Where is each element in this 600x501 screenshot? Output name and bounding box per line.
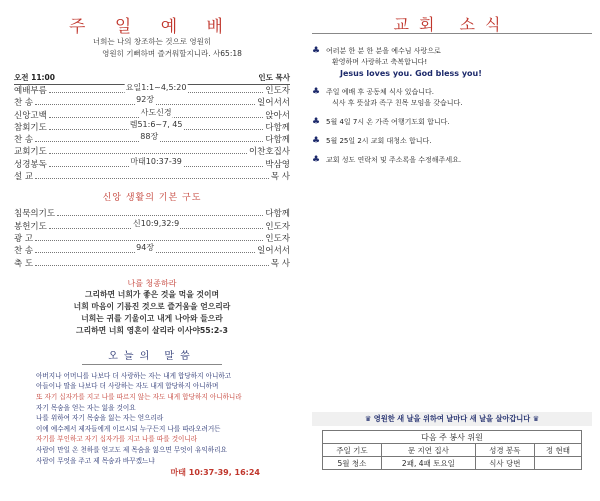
order-item-leader: 인도자	[265, 233, 290, 244]
news-line: 식사 후 뜻살과 족구 친목 모임을 갖습니다.	[332, 99, 463, 107]
duty-cell	[534, 457, 581, 470]
order-row	[14, 156, 290, 171]
dot-leader	[35, 234, 263, 241]
order-item-detail: 렘51:6~7, 45	[129, 119, 184, 131]
news-line: 5월 4일 7시 온 가족 여행기도회 합니다.	[326, 118, 450, 126]
order-item-name: 신앙고백	[14, 110, 47, 121]
order-item-name: 교회기도	[14, 147, 47, 158]
news-item	[312, 117, 592, 128]
order-item-name: 찬 송	[14, 246, 34, 257]
order-item-leader: 목 사	[270, 172, 290, 183]
news-item	[312, 136, 592, 147]
dot-leader	[35, 243, 255, 253]
news-line: 주일 예배 후 공동체 식사 있습니다.	[326, 88, 435, 96]
dot-leader	[49, 156, 264, 167]
todays-word-reference: 마태 10:37-39, 16:24	[170, 468, 260, 478]
top-verse-line-2: 영원히 기뻐하며 즐거워할지니라. 사65:18	[102, 49, 242, 58]
order-list-2	[14, 208, 290, 269]
order-item-name: 설 교	[14, 172, 34, 183]
order-item-name: 찬 송	[14, 135, 34, 146]
dot-leader	[35, 259, 269, 266]
word-line: 사람이 무엇을 주고 제 목숨과 바꾸겠느냐	[36, 456, 155, 465]
motto-banner: ♛ 영원한 새 날을 위하여 날마다 새 날을 살아갑니다 ♛	[312, 412, 592, 426]
clover-icon: ♣	[312, 155, 321, 165]
dot-leader	[49, 147, 247, 154]
word-line: 사람이 만일 온 천하를 얻고도 제 목숨을 잃으면 무엇이 유익하리요	[36, 446, 227, 455]
clover-icon: ♣	[312, 117, 321, 127]
todays-word-body	[14, 371, 290, 466]
word-line: 자기 목숨을 얻는 자는 잃을 것이요	[36, 403, 136, 412]
clover-icon: ♣	[312, 136, 321, 146]
dot-leader	[49, 119, 264, 130]
order-row	[14, 258, 290, 270]
order-item-leader: 인도자	[265, 86, 290, 96]
order-list-1	[14, 85, 290, 183]
worship-title: 주 일 예 배	[69, 17, 235, 37]
order-item-leader: 앉아서	[265, 110, 290, 121]
order-row	[14, 171, 290, 183]
word-line: 아버지나 어머니를 나보다 더 사랑하는 자는 내게 합당하지 아니하고	[36, 371, 232, 380]
duty-table	[322, 430, 582, 470]
news-item	[312, 87, 592, 109]
duty-cell: 성경 봉독	[475, 444, 534, 457]
order-item-leader: 목 사	[270, 258, 290, 269]
verse-heading: 나를 청종하라	[127, 278, 177, 288]
word-line: 아들이나 딸을 나보다 더 사랑하는 자도 내게 합당하지 아니하며	[36, 382, 219, 391]
order-item-name: 참회기도	[14, 122, 47, 133]
word-line: 또 자기 십자가를 지고 나를 따르지 않는 자도 내게 합당하지 아니하니라	[36, 393, 242, 402]
order-item-leader: 다함께	[265, 122, 290, 133]
verse-line: 너희는 귀를 기울이고 내게 나아와 들으라	[81, 313, 223, 323]
todays-word-title: 오늘의 말씀	[82, 347, 222, 365]
duty-cell: 문 지연 집사	[381, 444, 475, 457]
news-line: 5월 25일 2시 교회 대청소 합니다.	[326, 137, 432, 145]
worship-order-column	[14, 12, 290, 492]
order-item-name: 광 고	[14, 233, 34, 244]
service-time: 오전 11:00	[14, 73, 55, 82]
news-title: 교회 소식	[312, 12, 592, 34]
order-item-leader: 박삼영	[265, 159, 290, 170]
word-line: 자기를 부인하고 자기 십자가를 지고 나를 따를 것이니라	[36, 435, 198, 444]
dot-leader	[57, 209, 263, 216]
news-list	[312, 46, 592, 166]
duty-cell: 5월 청소	[323, 457, 382, 470]
order-item-leader: 다함께	[265, 209, 290, 220]
order-item-detail: 88장	[139, 131, 159, 143]
clover-icon: ♣	[312, 46, 321, 56]
order-item-name: 축 도	[14, 258, 34, 269]
church-news-column	[312, 12, 592, 492]
order-item-detail: 92장	[135, 94, 155, 106]
verse-line: 그리하면 너희 영혼이 살리라 이사야55:2-3	[76, 325, 228, 335]
duty-cell: 2패, 4패 토요일	[381, 457, 475, 470]
duty-cell: 정 현태	[534, 444, 581, 457]
order-item-detail: 94장	[135, 242, 155, 254]
news-line: 교회 성도 연락처 및 주소록을 수정해주세요.	[326, 156, 462, 164]
duty-caption: 다음 주 봉사 위원	[323, 431, 582, 444]
verse-block	[14, 289, 290, 337]
duty-cell: 식사 당번	[475, 457, 534, 470]
dot-leader	[35, 132, 263, 142]
order-item-name: 예배부름	[14, 86, 47, 96]
clover-icon: ♣	[312, 87, 321, 97]
order-item-name: 봉헌기도	[14, 221, 47, 232]
top-verse-line-1: 너희는 나의 창조하는 것으로 영원히	[92, 37, 212, 46]
word-line: 이에 예수께서 제자들에게 이르시되 누구든지 나를 따라오려거든	[36, 424, 221, 433]
dot-leader	[35, 95, 255, 105]
top-verse	[14, 36, 290, 60]
news-line: 환영하며 사랑하고 축복합니다!	[332, 58, 428, 66]
dot-leader	[49, 218, 264, 229]
leader-label: 인도 목사	[258, 73, 290, 82]
dot-leader	[49, 107, 264, 118]
order-item-leader: 이찬호집사	[248, 147, 290, 158]
sermon-title: 신앙 생활의 기본 구도	[102, 193, 202, 204]
news-line: 여러분 한 분 한 분을 예수님 사랑으로	[326, 47, 441, 55]
order-item-detail: 마태10:37-39	[129, 156, 183, 168]
order-item-detail: 사도신경	[140, 107, 173, 119]
news-item	[312, 155, 592, 166]
news-english-line: Jesus loves you. God bless you!	[340, 69, 482, 78]
order-item-name: 성경봉독	[14, 159, 47, 170]
order-item-name: 침묵의기도	[14, 209, 56, 220]
news-item	[312, 46, 592, 79]
dot-leader	[49, 83, 264, 93]
order-item-leader: 인도자	[265, 221, 290, 232]
verse-line: 너희 마음이 기름진 것으로 즐거움을 얻으리라	[73, 301, 231, 311]
dot-leader	[35, 172, 269, 179]
order-item-detail: 요일1:1~4,5:20	[125, 82, 188, 94]
order-item-leader: 일어서서	[257, 98, 290, 109]
word-line: 나를 위하여 자기 목숨을 잃는 자는 얻으리라	[36, 414, 164, 423]
verse-line: 그리하면 너희가 좋은 것을 먹을 것이며	[84, 289, 220, 299]
order-row	[14, 245, 290, 257]
order-row	[14, 134, 290, 146]
order-item-leader: 일어서서	[257, 246, 290, 257]
duty-cell: 주일 기도	[323, 444, 382, 457]
order-row	[14, 218, 290, 233]
order-item-leader: 다함께	[265, 135, 290, 146]
order-item-detail: 신10:9,32:9	[132, 218, 180, 230]
order-item-name: 찬 송	[14, 98, 34, 109]
